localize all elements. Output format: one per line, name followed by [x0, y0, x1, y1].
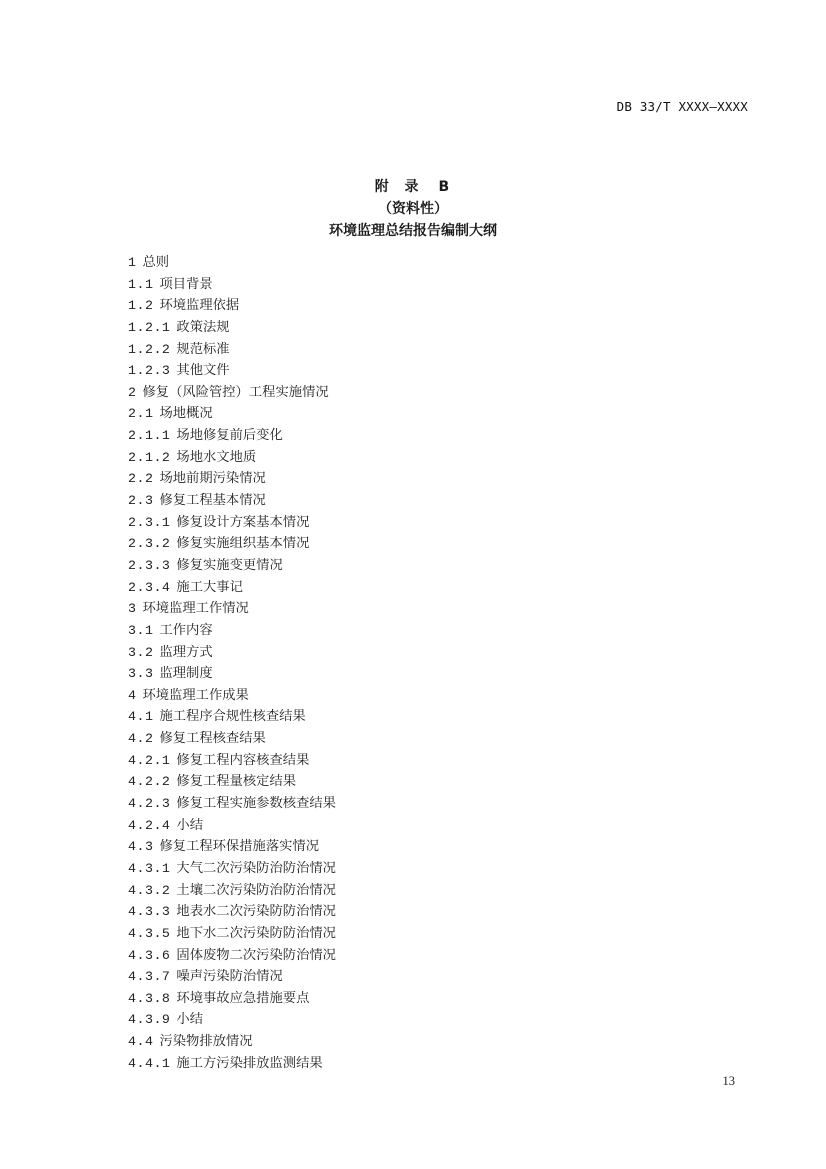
appendix-letter: B [438, 179, 452, 195]
outline-item [128, 685, 336, 707]
outline-text: 环境监理工作情况 [142, 601, 249, 617]
outline-text: 噪声污染防治情况 [176, 969, 283, 985]
outline-item [128, 642, 336, 664]
outline-item [128, 988, 336, 1010]
outline-item [128, 966, 336, 988]
outline-text: 修复实施组织基本情况 [176, 536, 310, 552]
outline-number: 4.3.5 [128, 925, 171, 941]
outline-number: 1.2.3 [128, 363, 171, 379]
outline-number: 1.1 [128, 276, 154, 292]
outline-item [128, 490, 336, 512]
outline-text: 规范标准 [176, 341, 230, 357]
outline-text: 土壤二次污染防治防治情况 [176, 882, 336, 898]
outline-text: 污染物排放情况 [159, 1034, 253, 1050]
outline-text: 修复工程内容核查结果 [176, 752, 310, 768]
standard-code: DB 33/T XXXX—XXXX [616, 99, 748, 114]
outline-item [128, 945, 336, 967]
outline-number: 2.1 [128, 406, 154, 422]
outline-text: 修复工程量核定结果 [176, 774, 297, 790]
outline-item [128, 468, 336, 490]
appendix-name: 环境监理总结报告编制大纲 [329, 223, 497, 239]
outline-item [128, 425, 336, 447]
outline-text: 地表水二次污染防防治情况 [176, 904, 336, 920]
outline-item [128, 339, 336, 361]
outline-item [128, 1009, 336, 1031]
outline-text: 修复工程环保措施落实情况 [159, 839, 320, 855]
outline-number: 1.2.1 [128, 319, 171, 335]
outline-item [128, 403, 336, 425]
outline-number: 1 [128, 255, 137, 270]
outline-text: 政策法规 [176, 319, 230, 335]
outline-text: 环境事故应急措施要点 [176, 990, 310, 1006]
outline-number: 4.3.1 [128, 860, 171, 876]
outline-item [128, 836, 336, 858]
outline-number: 3.2 [128, 644, 154, 660]
outline-item [128, 382, 336, 404]
outline-item [128, 880, 336, 902]
outline-number: 4.3.3 [128, 904, 171, 920]
outline-text: 场地修复前后变化 [176, 428, 283, 444]
outline-number: 2.3 [128, 493, 154, 509]
outline-text: 施工程序合规性核查结果 [159, 709, 306, 725]
outline-item [128, 620, 336, 642]
outline-number: 4.3.8 [128, 990, 171, 1006]
outline-item [128, 533, 336, 555]
outline-text: 施工方污染排放监测结果 [176, 1055, 323, 1071]
outline-text: 修复（风险管控）工程实施情况 [142, 384, 329, 400]
outline-item [128, 317, 336, 339]
outline-item [128, 663, 336, 685]
outline-number: 1.2.2 [128, 341, 171, 357]
outline-number: 3.1 [128, 622, 154, 638]
outline-item [128, 858, 336, 880]
outline-text: 场地水文地质 [176, 449, 257, 465]
outline-number: 4.2 [128, 731, 154, 747]
outline-item [128, 728, 336, 750]
outline-text: 修复工程实施参数核查结果 [176, 796, 336, 812]
outline-number: 4.2.3 [128, 796, 171, 812]
outline-text: 场地概况 [159, 406, 213, 422]
outline-number: 4.3 [128, 839, 154, 855]
outline-number: 4.4.1 [128, 1055, 171, 1071]
outline-text: 大气二次污染防治防治情况 [176, 860, 336, 876]
outline-number: 2.3.4 [128, 579, 171, 595]
outline-item [128, 1031, 336, 1053]
outline-number: 2.2 [128, 471, 154, 487]
outline-number: 3.3 [128, 666, 154, 682]
outline-text: 施工大事记 [176, 579, 243, 595]
outline-number: 2 [128, 384, 137, 400]
outline-text: 修复设计方案基本情况 [176, 514, 310, 530]
outline-number: 4.3.7 [128, 969, 171, 985]
outline-text: 修复工程核查结果 [159, 731, 266, 747]
outline-text: 环境监理工作成果 [142, 687, 249, 703]
outline-text: 项目背景 [159, 276, 213, 292]
outline-number: 4.3.2 [128, 882, 171, 898]
outline-item [128, 577, 336, 599]
outline-text: 小结 [176, 817, 203, 833]
outline-item [128, 360, 336, 382]
outline-number: 1.2 [128, 298, 154, 314]
outline-text: 固体废物二次污染防治情况 [176, 947, 336, 963]
outline-number: 2.3.3 [128, 557, 171, 573]
outline-number: 4.2.2 [128, 774, 171, 790]
outline-text: 地下水二次污染防防治情况 [176, 925, 336, 941]
outline-item [128, 793, 336, 815]
outline-text: 修复工程基本情况 [159, 493, 266, 509]
outline-text: 监理方式 [159, 644, 213, 660]
outline-text: 环境监理依据 [159, 298, 240, 314]
page-number: 13 [722, 1074, 735, 1088]
outline-list [128, 252, 336, 1074]
outline-item [128, 771, 336, 793]
outline-item [128, 295, 336, 317]
outline-item [128, 512, 336, 534]
outline-item [128, 1053, 336, 1075]
outline-number: 4.3.9 [128, 1012, 171, 1028]
outline-number: 4.4 [128, 1034, 154, 1050]
outline-item [128, 598, 336, 620]
outline-item [128, 447, 336, 469]
outline-text: 修复实施变更情况 [176, 557, 283, 573]
outline-number: 4.2.1 [128, 752, 171, 768]
outline-number: 4.2.4 [128, 817, 171, 833]
outline-number: 2.1.2 [128, 449, 171, 465]
appendix-type: （资料性） [378, 201, 448, 217]
outline-text: 总则 [142, 255, 170, 270]
outline-item [128, 706, 336, 728]
outline-item [128, 252, 336, 274]
outline-item [128, 750, 336, 772]
outline-item [128, 555, 336, 577]
outline-number: 3 [128, 601, 137, 617]
outline-number: 2.3.2 [128, 536, 171, 552]
outline-item [128, 901, 336, 923]
outline-number: 4 [128, 687, 137, 703]
outline-text: 场地前期污染情况 [159, 471, 266, 487]
outline-item [128, 815, 336, 837]
outline-number: 4.1 [128, 709, 154, 725]
outline-number: 2.1.1 [128, 428, 171, 444]
outline-text: 其他文件 [176, 363, 230, 379]
appendix-label: 附 录 [374, 179, 421, 195]
outline-item [128, 274, 336, 296]
outline-number: 4.3.6 [128, 947, 171, 963]
outline-text: 监理制度 [159, 666, 213, 682]
outline-text: 工作内容 [159, 622, 213, 638]
appendix-title [0, 176, 826, 196]
outline-item [128, 923, 336, 945]
outline-text: 小结 [176, 1012, 203, 1028]
outline-number: 2.3.1 [128, 514, 171, 530]
